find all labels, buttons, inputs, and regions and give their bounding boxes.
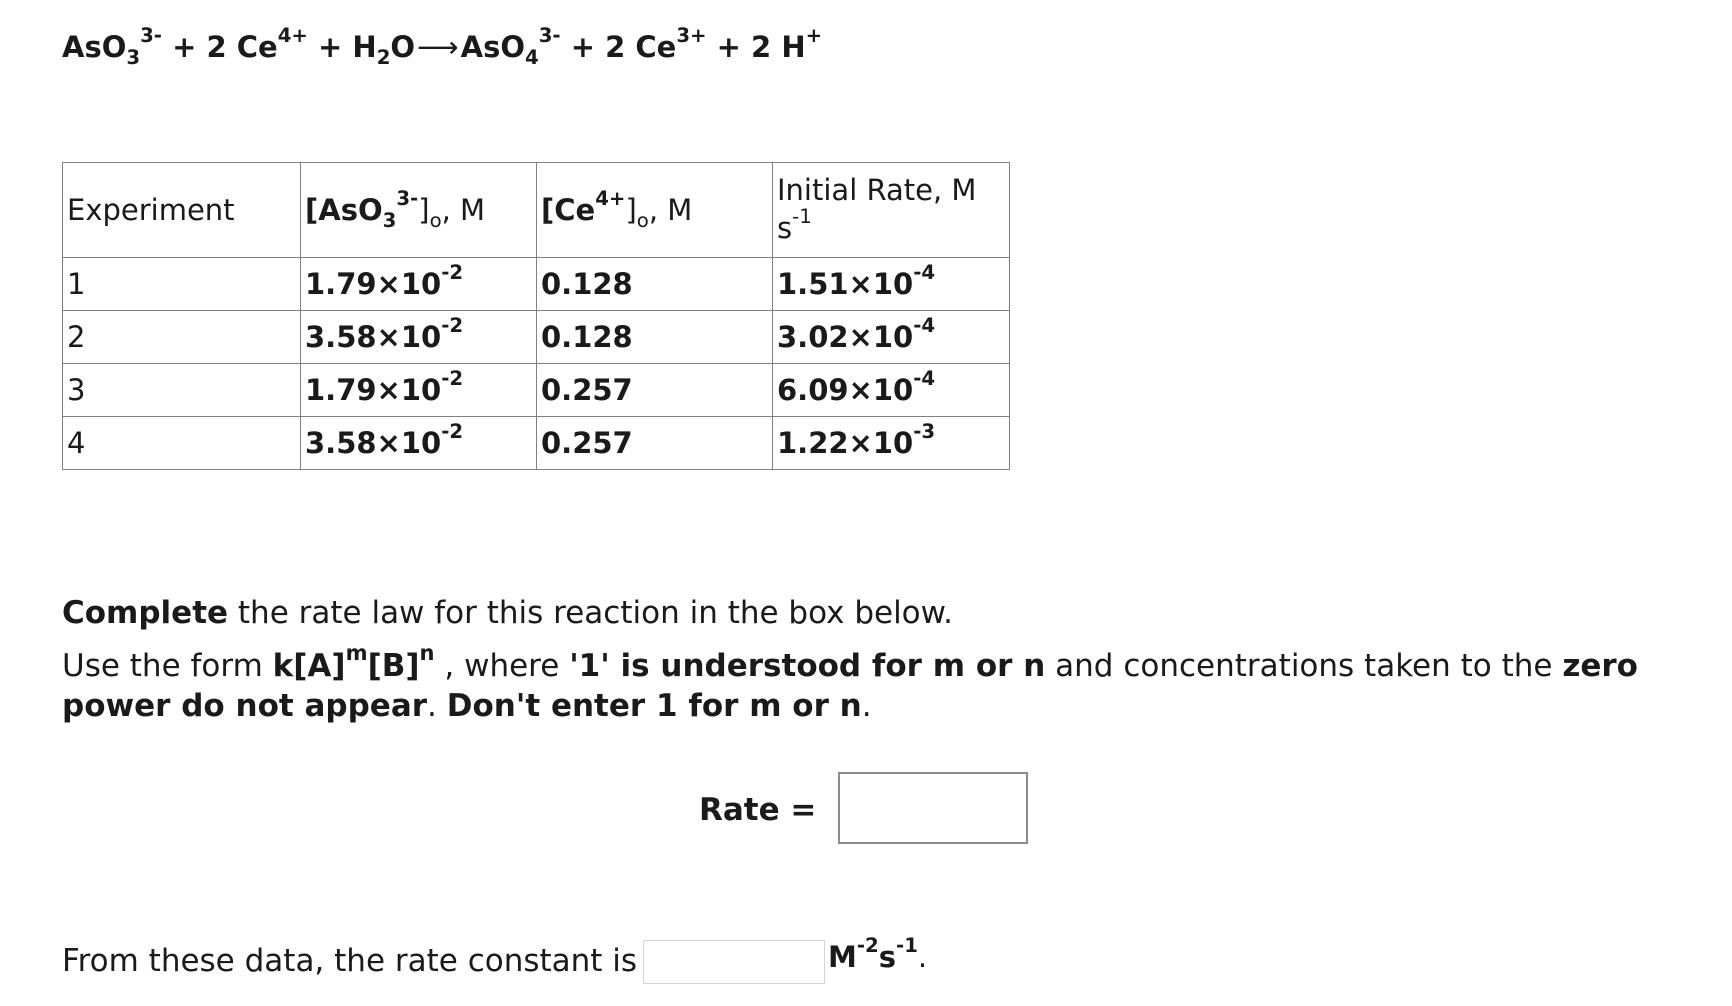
header-ce-bracket: ] [625,193,637,227]
aso3-exponent: -2 [441,420,464,444]
rate-exponent: -3 [913,420,936,444]
kinetics-data-table [62,162,1010,470]
rate-form-n: n [419,640,435,666]
instruction-emphasis: '1' is understood for m or n [569,648,1046,684]
header-rate-unit: s [777,211,793,245]
experiment-number: 3 [67,373,86,407]
rate-form-expression-b: [B] [367,648,420,684]
reactant-water-o: O [390,30,416,64]
unit-seconds: s [878,940,897,974]
rate-constant-input[interactable] [643,940,825,984]
plus-sign: + [307,30,353,64]
rate-value: 1.51×10 [777,267,914,301]
cell-ce [537,311,773,364]
rate-label: Rate = [699,792,817,828]
header-aso3-charge: 3- [396,187,419,211]
header-rate-unit-exponent: -1 [792,205,812,229]
rate-law-input[interactable] [838,772,1028,844]
experiment-number: 1 [67,267,86,301]
cell-aso3 [301,258,537,311]
cell-rate [773,417,1010,470]
aso3-value: 1.79×10 [305,373,442,407]
ce-value: 0.257 [541,373,633,407]
aso3-exponent: -2 [441,367,464,391]
cell-rate [773,364,1010,417]
plus-sign: + 2 [560,30,636,64]
rate-value: 1.22×10 [777,426,914,460]
product-h-charge: + [805,24,823,48]
reactant-water: H [352,30,377,64]
instruction-emphasis: Don't enter 1 for m or n [446,688,862,725]
ce-value: 0.128 [541,320,633,354]
header-ce-initial: o [636,208,649,232]
aso3-exponent: -2 [441,261,464,285]
aso3-value: 3.58×10 [305,426,442,460]
rate-constant-units [828,934,928,974]
rate-exponent: -4 [913,367,936,391]
table-row [63,364,1010,417]
header-initial-rate [773,163,1010,258]
cell-experiment [63,258,301,311]
aso3-exponent: -2 [441,314,464,338]
experiment-number: 2 [67,320,86,354]
table-row [63,258,1010,311]
unit-seconds-exponent: -1 [896,934,918,958]
rate-constant-label: From these data, the rate constant is [62,943,638,979]
reaction-arrow-icon: ⟶ [417,30,459,64]
rate-exponent: -4 [913,261,936,285]
instruction-emphasis: Complete [62,595,229,631]
table-row [63,311,1010,364]
header-experiment-label: Experiment [67,193,235,227]
header-ce-formula: [Ce [541,193,596,227]
header-aso3-initial: o [429,208,442,232]
aso3-value: 3.58×10 [305,320,442,354]
header-ce-concentration [537,163,773,258]
reactant-aso3-subscript: 3 [126,45,141,69]
rate-value: 3.02×10 [777,320,914,354]
cell-ce [537,417,773,470]
product-aso4: AsO [460,30,525,64]
cell-experiment [63,364,301,417]
header-experiment [63,163,301,258]
instruction-text: . [861,688,872,725]
instruction-line-1 [62,595,953,631]
plus-sign: + 2 [161,30,237,64]
plus-sign: + 2 [706,30,782,64]
rate-value: 6.09×10 [777,373,914,407]
instruction-text: the rate law for this reaction in the box below. [228,595,954,631]
ce-value: 0.257 [541,426,633,460]
reactant-aso3-charge: 3- [140,24,162,48]
header-ce-charge: 4+ [595,187,626,211]
cell-aso3 [301,364,537,417]
unit-molarity: M [828,940,857,974]
experiment-number: 4 [67,426,86,460]
reactant-ce: Ce [236,30,278,64]
table-row [63,417,1010,470]
cell-rate [773,258,1010,311]
product-aso4-subscript: 4 [525,45,539,69]
unit-period: . [917,940,928,974]
product-h: H [781,30,806,64]
product-aso4-charge: 3- [538,24,561,48]
cell-ce [537,364,773,417]
table-header-row [63,163,1010,258]
rate-form-expression: k[A] [272,648,346,684]
product-ce-charge: 3+ [676,24,707,48]
header-rate-label: Initial Rate, M [777,173,977,208]
reactant-aso3: AsO [62,30,127,64]
rate-form-m: m [345,640,368,666]
instruction-text: . [427,688,447,725]
cell-rate [773,311,1010,364]
rate-exponent: -4 [913,314,936,338]
product-ce: Ce [635,30,677,64]
ce-value: 0.128 [541,267,633,301]
instruction-text: Use the form [62,648,273,684]
header-aso3-subscript: 3 [382,208,397,232]
header-ce-unit: , M [648,193,693,227]
instruction-line-2 [62,640,1672,727]
reaction-equation [62,24,823,69]
header-aso3-concentration [301,163,537,258]
instruction-text: , where [434,648,570,684]
aso3-value: 1.79×10 [305,267,442,301]
cell-aso3 [301,417,537,470]
cell-ce [537,258,773,311]
cell-aso3 [301,311,537,364]
header-aso3-unit: , M [441,193,486,227]
header-aso3-formula: [AsO [305,193,383,227]
unit-molarity-exponent: -2 [856,934,879,958]
cell-experiment [63,417,301,470]
header-aso3-bracket: ] [418,193,430,227]
reactant-water-subscript: 2 [376,45,391,69]
instruction-emphasis: zero power do not appear [62,648,1638,725]
reactant-ce-charge: 4+ [277,24,308,48]
instruction-text: and concentrations taken to the [1045,648,1563,684]
cell-experiment [63,311,301,364]
